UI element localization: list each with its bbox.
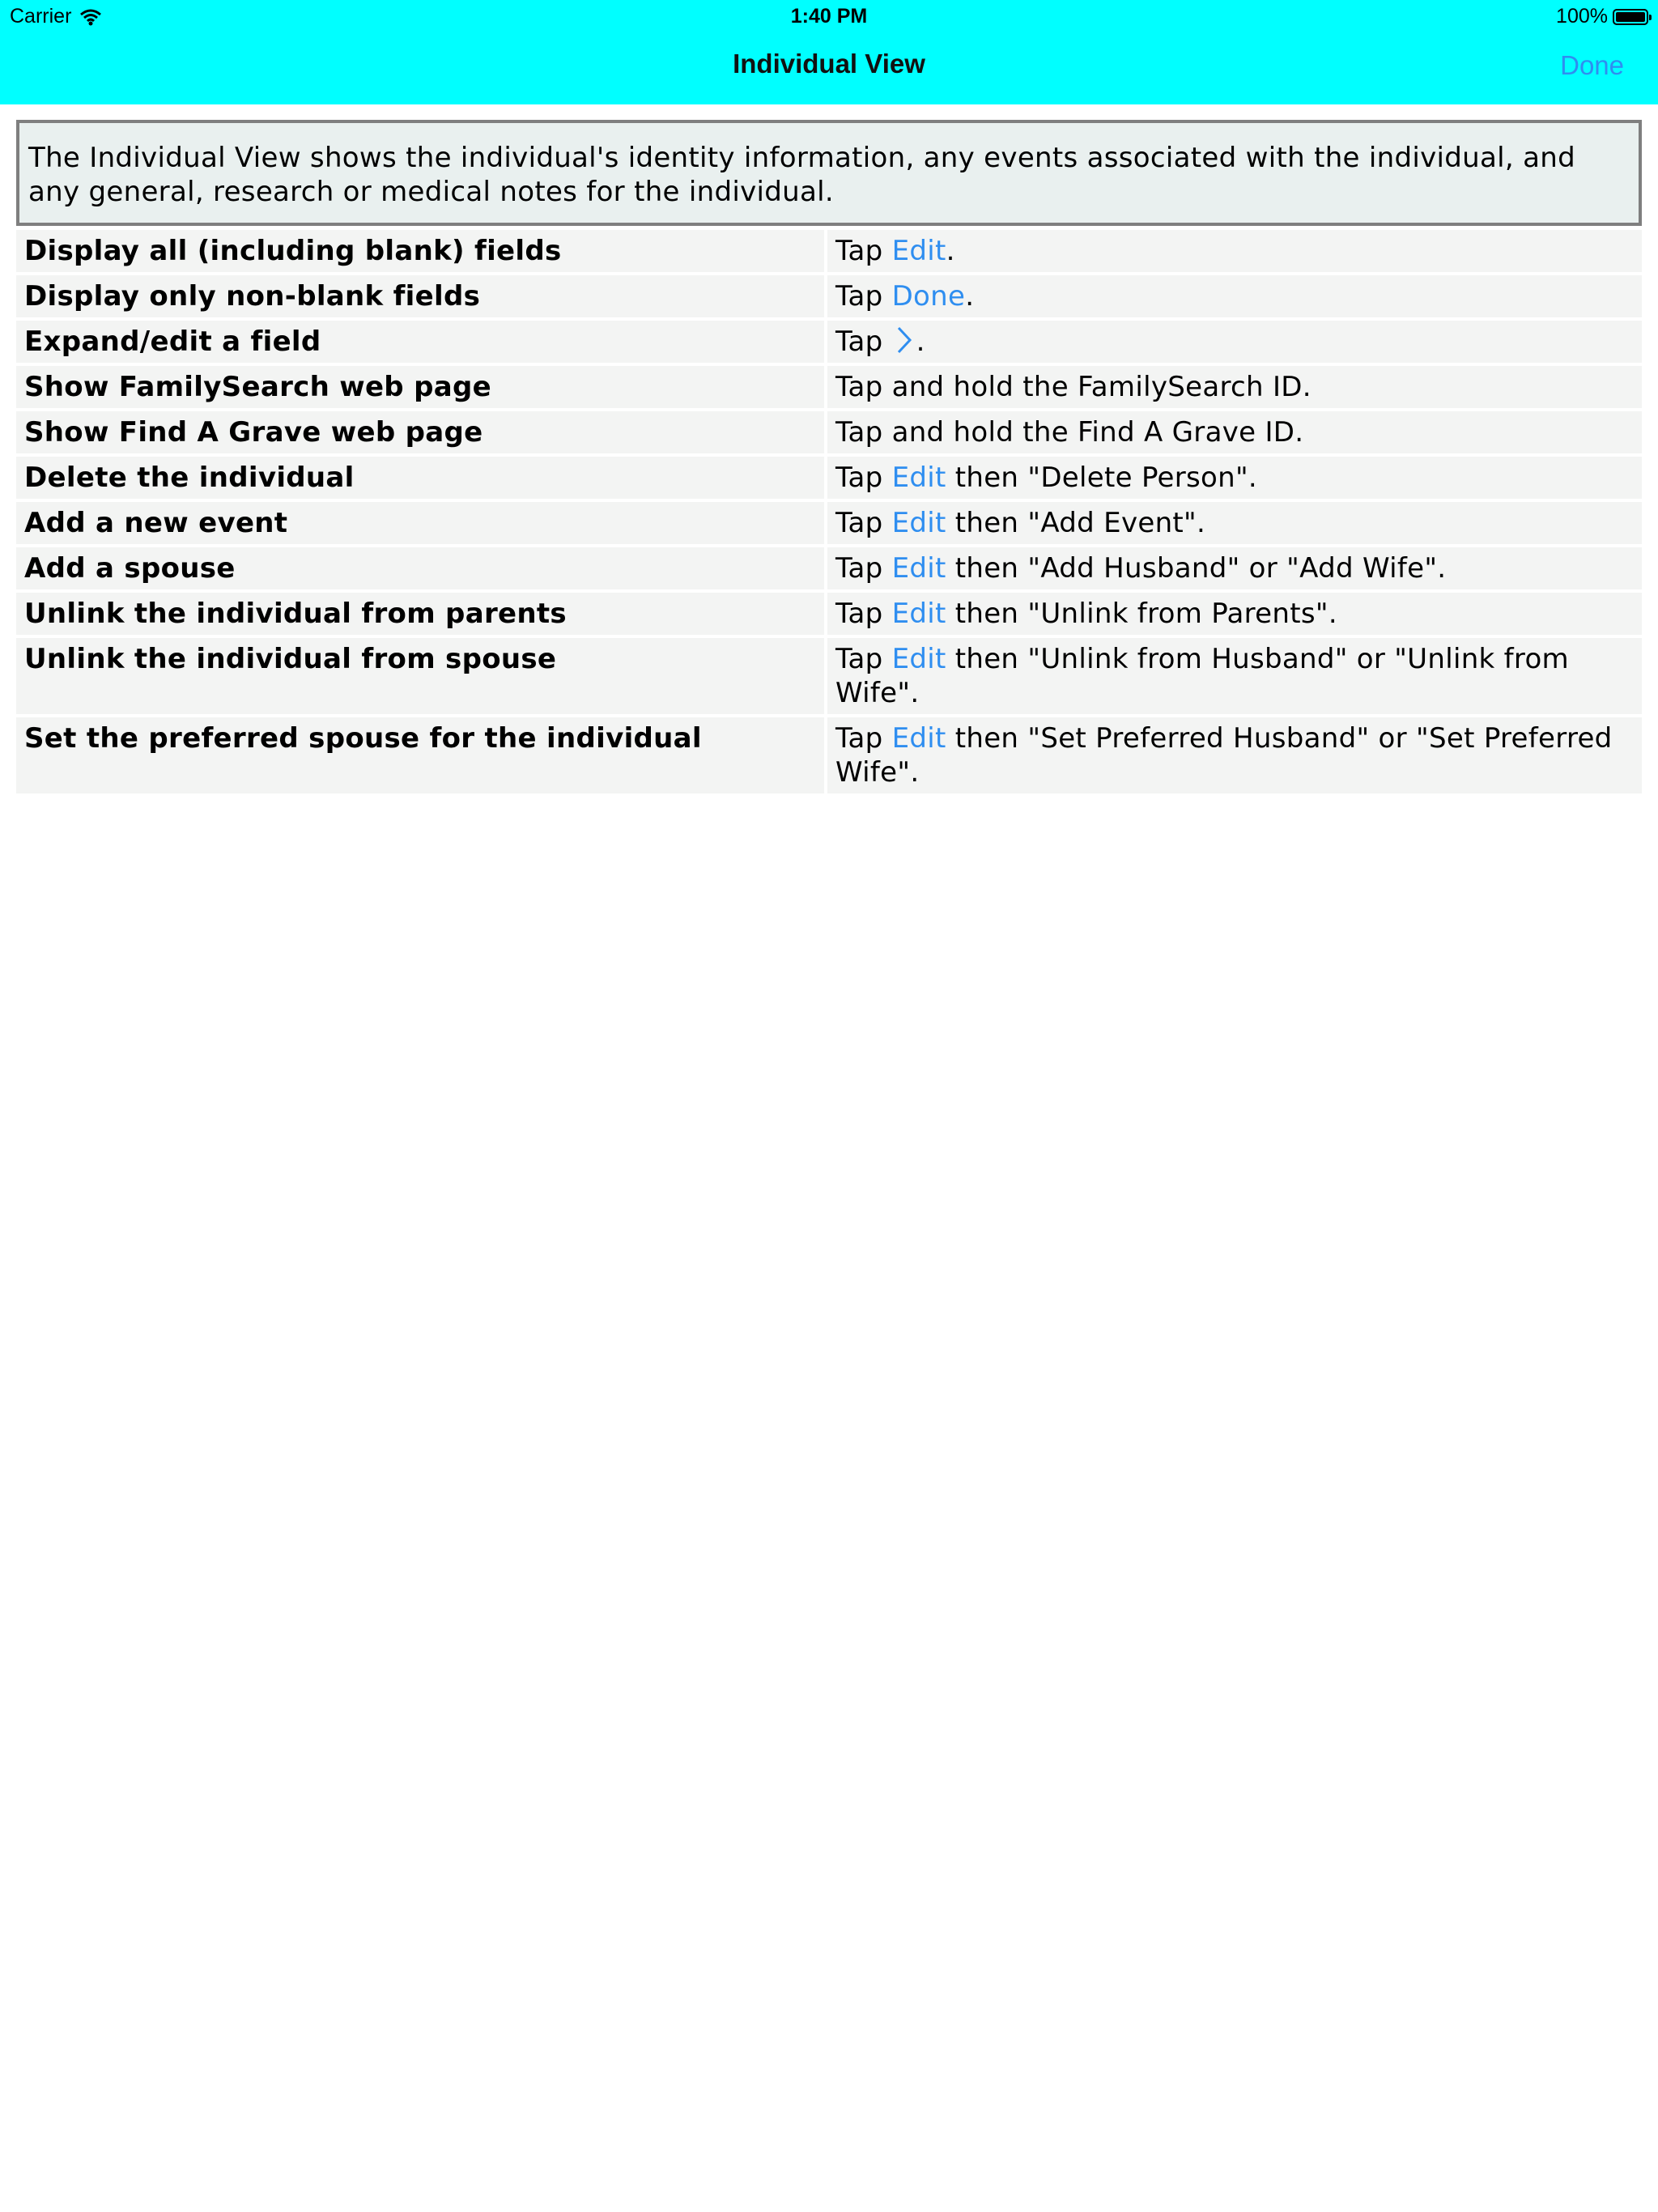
action-cell: Delete the individual [16,457,824,499]
instruction-text: Tap and hold the FamilySearch ID. [835,371,1312,403]
done-button[interactable]: Done [1560,50,1624,80]
instruction-cell [827,321,1642,363]
page-title: Individual View [733,49,925,79]
instruction-text-end: then "Add Husband" or "Add Wife". [946,552,1447,585]
instruction-cell [827,411,1642,453]
chevron-right-icon [894,325,915,355]
instruction-text: Tap [835,552,892,585]
instruction-text: Tap [835,462,892,494]
instruction-cell [827,717,1642,793]
edit-link: Edit [891,552,946,585]
table-row [16,717,1642,793]
status-bar [0,0,1658,32]
instruction-cell [827,366,1642,408]
table-row [16,457,1642,499]
instruction-text-end: . [916,325,925,358]
battery-percent: 100% [1556,5,1608,28]
instruction-text: Tap [835,507,892,539]
table-row [16,366,1642,408]
instruction-text-end: . [965,280,975,313]
instruction-cell [827,457,1642,499]
action-cell: Show FamilySearch web page [16,366,824,408]
help-table [16,230,1642,797]
navigation-bar [0,32,1658,104]
edit-link: Edit [891,598,946,630]
instruction-text: Tap [835,643,892,675]
table-row [16,411,1642,453]
action-cell: Show Find A Grave web page [16,411,824,453]
edit-link: Edit [891,235,946,267]
instruction-text-end: . [946,235,955,267]
instruction-text-end: then "Set Preferred Husband" or "Set Preferred Wife". [835,722,1613,789]
action-cell: Add a spouse [16,547,824,589]
instruction-text: Tap [835,325,892,358]
action-cell: Set the preferred spouse for the individual [16,717,824,793]
edit-link: Edit [891,722,946,755]
status-time: 1:40 PM [790,5,868,28]
action-cell: Add a new event [16,502,824,544]
edit-link: Edit [891,507,946,539]
instruction-cell [827,502,1642,544]
table-row [16,230,1642,272]
instruction-text-end: then "Unlink from Husband" or "Unlink from Wife". [835,643,1569,709]
table-row [16,275,1642,317]
instruction-cell [827,638,1642,714]
instruction-cell [827,547,1642,589]
action-cell: Expand/edit a field [16,321,824,363]
edit-link: Edit [891,643,946,675]
action-cell: Unlink the individual from parents [16,593,824,635]
intro-text: The Individual View shows the individual's identity information, any events associated with the individual, and any general, research or medical notes for the individual. [16,120,1642,226]
table-row [16,638,1642,714]
instruction-text: Tap [835,722,892,755]
instruction-text-end: then "Delete Person". [946,462,1258,494]
action-cell: Display only non-blank fields [16,275,824,317]
instruction-cell [827,593,1642,635]
instruction-text: Tap [835,598,892,630]
top-bar [0,0,1658,104]
table-row [16,547,1642,589]
instruction-text: Tap [835,235,892,267]
action-cell: Unlink the individual from spouse [16,638,824,714]
carrier-label: Carrier [10,5,72,28]
battery-indicator [1556,5,1648,28]
instruction-cell [827,275,1642,317]
table-row [16,321,1642,363]
edit-link: Done [891,280,966,313]
action-cell: Display all (including blank) fields [16,230,824,272]
instruction-cell [827,230,1642,272]
table-row [16,502,1642,544]
instruction-text: Tap [835,280,892,313]
instruction-text-end: then "Add Event". [946,507,1206,539]
instruction-text: Tap and hold the Find A Grave ID. [835,416,1304,449]
table-row [16,593,1642,635]
edit-link: Edit [891,462,946,494]
instruction-text-end: then "Unlink from Parents". [946,598,1337,630]
battery-icon [1613,9,1648,25]
